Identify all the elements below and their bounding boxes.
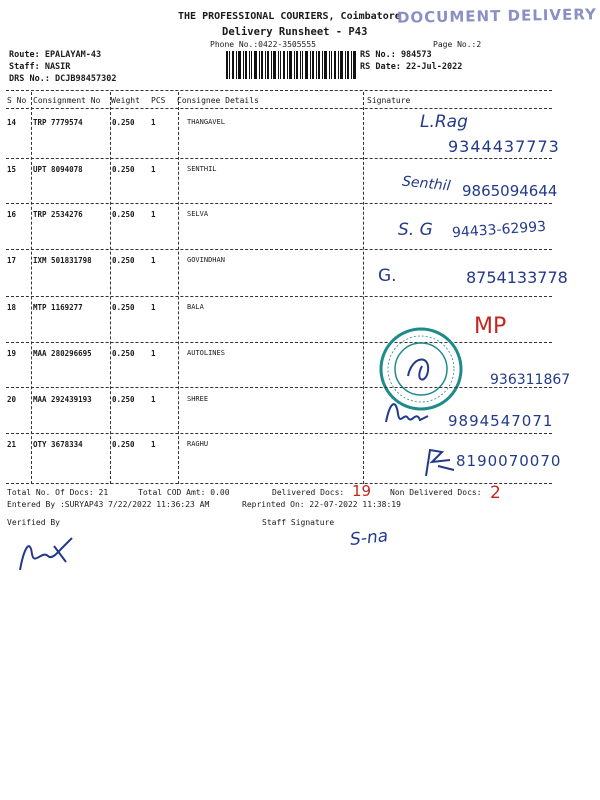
- row-separator: [6, 203, 552, 204]
- row-consignment: UPT 8094078: [33, 165, 83, 174]
- row-weight: 0.250: [112, 118, 135, 127]
- handwritten-signature-scribble: [382, 392, 432, 432]
- row-separator: [6, 387, 552, 388]
- row-consignment: MAA 280296695: [33, 349, 92, 358]
- handwritten-phone: 9344437773: [448, 137, 560, 156]
- column-header-consignment: Consignment No: [33, 96, 101, 105]
- company-name: THE PROFESSIONAL COURIERS, Coimbatore: [178, 11, 401, 22]
- row-consignment: MTP 1169277: [33, 303, 83, 312]
- rs-number: RS No.: 984573: [360, 50, 432, 60]
- handwritten-phone: 936311867: [490, 372, 571, 388]
- row-weight: 0.250: [112, 165, 135, 174]
- phone-number: Phone No.:0422-3505555: [210, 40, 316, 49]
- row-consignee: THANGAVEL: [187, 118, 225, 126]
- total-docs: Total No. Of Docs: 21: [7, 488, 109, 497]
- entered-by: Entered By :SURYAP43 7/22/2022 11:36:23 AM: [7, 500, 210, 509]
- staff-signature-handwritten: S-na: [349, 526, 390, 550]
- document-delivery-stamp: DOCUMENT DELIVERY: [396, 5, 598, 27]
- total-cod: Total COD Amt: 0.00: [138, 488, 230, 497]
- row-separator: [6, 342, 552, 343]
- row-consignee: AUTOLINES: [187, 349, 225, 357]
- table-bottom-rule: [6, 483, 552, 484]
- runsheet-title: Delivery Runsheet - P43: [222, 26, 368, 38]
- column-header-weight: Weight: [111, 96, 140, 105]
- row-consignment: MAA 292439193: [33, 395, 92, 404]
- page-number: Page No.:2: [433, 40, 482, 49]
- non-delivered-docs-handwritten: 2: [490, 483, 501, 503]
- row-consignee: SENTHIL: [187, 165, 217, 173]
- row-sno: 14: [7, 118, 17, 127]
- handwritten-phone: 8190070070: [456, 452, 562, 470]
- row-pcs: 1: [151, 256, 156, 265]
- verifier-signature-scribble: [14, 528, 84, 574]
- row-consignment: OTY 3678334: [33, 440, 83, 449]
- table-header-rule: [6, 108, 552, 109]
- row-sno: 20: [7, 395, 17, 404]
- row-sno: 17: [7, 256, 17, 265]
- row-weight: 0.250: [112, 256, 135, 265]
- column-header-pcs: PCS: [151, 96, 166, 105]
- col-divider: [363, 92, 364, 484]
- drs-number: DRS No.: DCJB98457302: [9, 74, 117, 84]
- column-header-sno: S No: [7, 96, 27, 105]
- row-sno: 21: [7, 440, 17, 449]
- handwritten-signature-scribble: [420, 446, 460, 480]
- row-weight: 0.250: [112, 303, 135, 312]
- staff-signature-label: Staff Signature: [262, 518, 335, 527]
- col-divider: [110, 92, 111, 484]
- row-pcs: 1: [151, 395, 156, 404]
- handwritten-phone: 9865094644: [462, 182, 558, 200]
- row-weight: 0.250: [112, 395, 135, 404]
- row-sno: 15: [7, 165, 17, 174]
- row-separator: [6, 249, 552, 250]
- handwritten-signature: S. G: [398, 220, 433, 240]
- row-consignee: SELVA: [187, 210, 209, 218]
- row-pcs: 1: [151, 303, 156, 312]
- rs-date: RS Date: 22-Jul-2022: [360, 62, 463, 72]
- handwritten-signature: L.Rag: [420, 112, 468, 132]
- row-pcs: 1: [151, 118, 156, 127]
- row-consignment: TRP 2534276: [33, 210, 83, 219]
- row-weight: 0.250: [112, 210, 135, 219]
- handwritten-phone: 94433-62993: [451, 218, 547, 242]
- row-separator: [6, 433, 552, 434]
- barcode: [226, 51, 356, 79]
- row-separator: [6, 296, 552, 297]
- row-weight: 0.250: [112, 440, 135, 449]
- reprinted-on: Reprinted On: 22-07-2022 11:38:19: [242, 500, 401, 509]
- row-consignee: SHREE: [187, 395, 209, 403]
- row-pcs: 1: [151, 349, 156, 358]
- column-header-signature: Signature: [367, 96, 411, 105]
- row-sno: 16: [7, 210, 17, 219]
- delivered-docs-label: Delivered Docs:: [272, 488, 345, 497]
- handwritten-phone: 9894547071: [448, 412, 554, 430]
- handwritten-signature: G.: [378, 266, 397, 286]
- delivered-docs-handwritten: 19: [352, 482, 372, 500]
- col-divider: [178, 92, 179, 484]
- non-delivered-docs-label: Non Delivered Docs:: [390, 488, 482, 497]
- column-header-consignee: Consignee Details: [177, 96, 259, 105]
- row-consignee: GOVINDHAN: [187, 256, 225, 264]
- row-sno: 18: [7, 303, 17, 312]
- handwritten-signature: Senthil: [401, 173, 452, 195]
- staff: Staff: NASIR: [9, 62, 71, 72]
- col-divider: [31, 92, 32, 484]
- route: Route: EPALAYAM-43: [9, 50, 102, 60]
- row-sno: 19: [7, 349, 17, 358]
- table-top-rule: [6, 90, 552, 91]
- row-consignee: BALA: [187, 303, 204, 311]
- handwritten-mark: MP: [474, 314, 507, 339]
- row-separator: [6, 158, 552, 159]
- row-consignment: IXM 501831798: [33, 256, 92, 265]
- row-pcs: 1: [151, 165, 156, 174]
- handwritten-phone: 8754133778: [466, 268, 568, 287]
- row-consignment: TRP 7779574: [33, 118, 83, 127]
- row-pcs: 1: [151, 440, 156, 449]
- row-consignee: RAGHU: [187, 440, 209, 448]
- verified-by-label: Verified By: [7, 518, 60, 527]
- row-weight: 0.250: [112, 349, 135, 358]
- row-pcs: 1: [151, 210, 156, 219]
